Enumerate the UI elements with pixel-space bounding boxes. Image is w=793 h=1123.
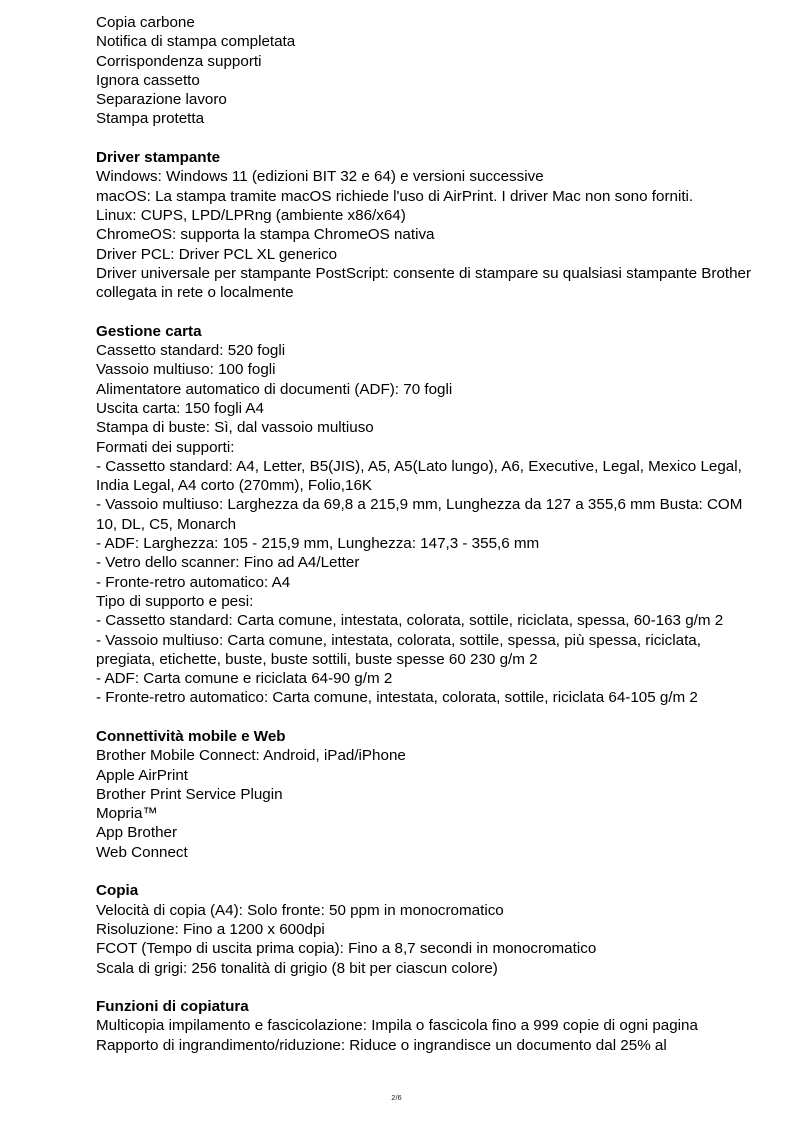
text-line: Driver PCL: Driver PCL XL generico (96, 245, 338, 263)
section-heading: Connettività mobile e Web (96, 727, 286, 745)
text-line: - Fronte-retro automatico: Carta comune, intestata, colorata, sottile, riciclata 64-105 g/m 2 (96, 689, 698, 707)
text-line: Mopria™ (96, 805, 158, 823)
text-line: Stampa di buste: Sì, dal vassoio multiuso (96, 419, 374, 437)
document-body (96, 13, 756, 1055)
text-line: - ADF: Larghezza: 105 - 215,9 mm, Lunghezza: 147,3 - 355,6 mm (96, 535, 540, 553)
text-line: Apple AirPrint (96, 766, 189, 784)
text-line: Corrispondenza supporti (96, 52, 262, 70)
section-spacer (96, 708, 756, 727)
copy-functions-section (96, 997, 756, 1055)
text-line: - Cassetto standard: Carta comune, intestata, colorata, sottile, riciclata, spessa, 60-163 g/m 2 (96, 612, 724, 630)
section-heading: Gestione carta (96, 322, 202, 340)
text-line: ChromeOS: supporta la stampa ChromeOS nativa (96, 226, 435, 244)
text-line: Driver universale per stampante PostScript: consente di stampare su qualsiasi stampante Brother collegata in rete o localmente (96, 264, 752, 302)
text-line: - ADF: Carta comune e riciclata 64-90 g/m 2 (96, 670, 393, 688)
section-heading: Driver stampante (96, 149, 221, 167)
text-line: Cassetto standard: 520 fogli (96, 342, 286, 360)
text-line: - Vassoio multiuso: Larghezza da 69,8 a 215,9 mm, Lunghezza da 127 a 355,6 mm Busta: COM 10, DL, C5, Monarch (96, 496, 743, 533)
section-spacer (96, 302, 756, 321)
section-spacer (96, 129, 756, 148)
intro-section (96, 13, 756, 129)
section-heading: Funzioni di copiatura (96, 998, 249, 1016)
text-line: - Fronte-retro automatico: A4 (96, 573, 291, 591)
text-line: Uscita carta: 150 fogli A4 (96, 399, 264, 417)
text-line: macOS: La stampa tramite macOS richiede l'uso di AirPrint. I driver Mac non sono forniti. (96, 187, 694, 205)
text-line: Copia carbone (96, 14, 195, 31)
text-line: Alimentatore automatico di documenti (ADF): 70 fogli (96, 380, 453, 398)
text-line: Brother Print Service Plugin (96, 785, 283, 803)
text-line: Windows: Windows 11 (edizioni BIT 32 e 64) e versioni successive (96, 168, 544, 186)
text-line: App Brother (96, 824, 178, 842)
driver-section (96, 148, 756, 302)
text-line: Velocità di copia (A4): Solo fronte: 50 ppm in monocromatico (96, 901, 504, 919)
text-line: Rapporto di ingrandimento/riduzione: Riduce o ingrandisce un documento dal 25% al (96, 1036, 667, 1054)
text-line: Linux: CUPS, LPD/LPRng (ambiente x86/x64) (96, 206, 406, 224)
text-line: Notifica di stampa completata (96, 33, 296, 51)
section-spacer (96, 978, 756, 997)
text-line: - Vassoio multiuso: Carta comune, intestata, colorata, sottile, spessa, più spessa, riciclata, pregiata, etichette, buste, buste sottili, buste spesse 60 230 g/m 2 (96, 631, 701, 668)
text-line: Vassoio multiuso: 100 fogli (96, 361, 276, 379)
mobile-section (96, 727, 756, 862)
text-line: Ignora cassetto (96, 71, 200, 89)
text-line: Web Connect (96, 843, 188, 861)
text-line: - Cassetto standard: A4, Letter, B5(JIS), A5, A5(Lato lungo), A6, Executive, Legal, Mexico Legal, India Legal, A4 corto (270mm), Folio,16K (96, 457, 742, 495)
text-line: FCOT (Tempo di uscita prima copia): Fino a 8,7 secondi in monocromatico (96, 940, 597, 958)
copy-section (96, 881, 756, 977)
page-number: 2/6 (391, 1093, 402, 1102)
text-line: Stampa protetta (96, 110, 205, 128)
paper-section (96, 322, 756, 708)
text-line: Scala di grigi: 256 tonalità di grigio (8 bit per ciascun colore) (96, 959, 498, 977)
text-line: Tipo di supporto e pesi: (96, 592, 254, 610)
text-line: Formati dei supporti: (96, 438, 235, 456)
text-line: Brother Mobile Connect: Android, iPad/iPhone (96, 747, 406, 765)
section-heading: Copia (96, 882, 139, 900)
text-line: Separazione lavoro (96, 91, 227, 109)
text-line: Multicopia impilamento e fascicolazione: Impila o fascicola fino a 999 copie di ogni pagina (96, 1017, 698, 1035)
section-spacer (96, 862, 756, 881)
text-line: - Vetro dello scanner: Fino ad A4/Letter (96, 554, 360, 572)
text-line: Risoluzione: Fino a 1200 x 600dpi (96, 920, 325, 938)
